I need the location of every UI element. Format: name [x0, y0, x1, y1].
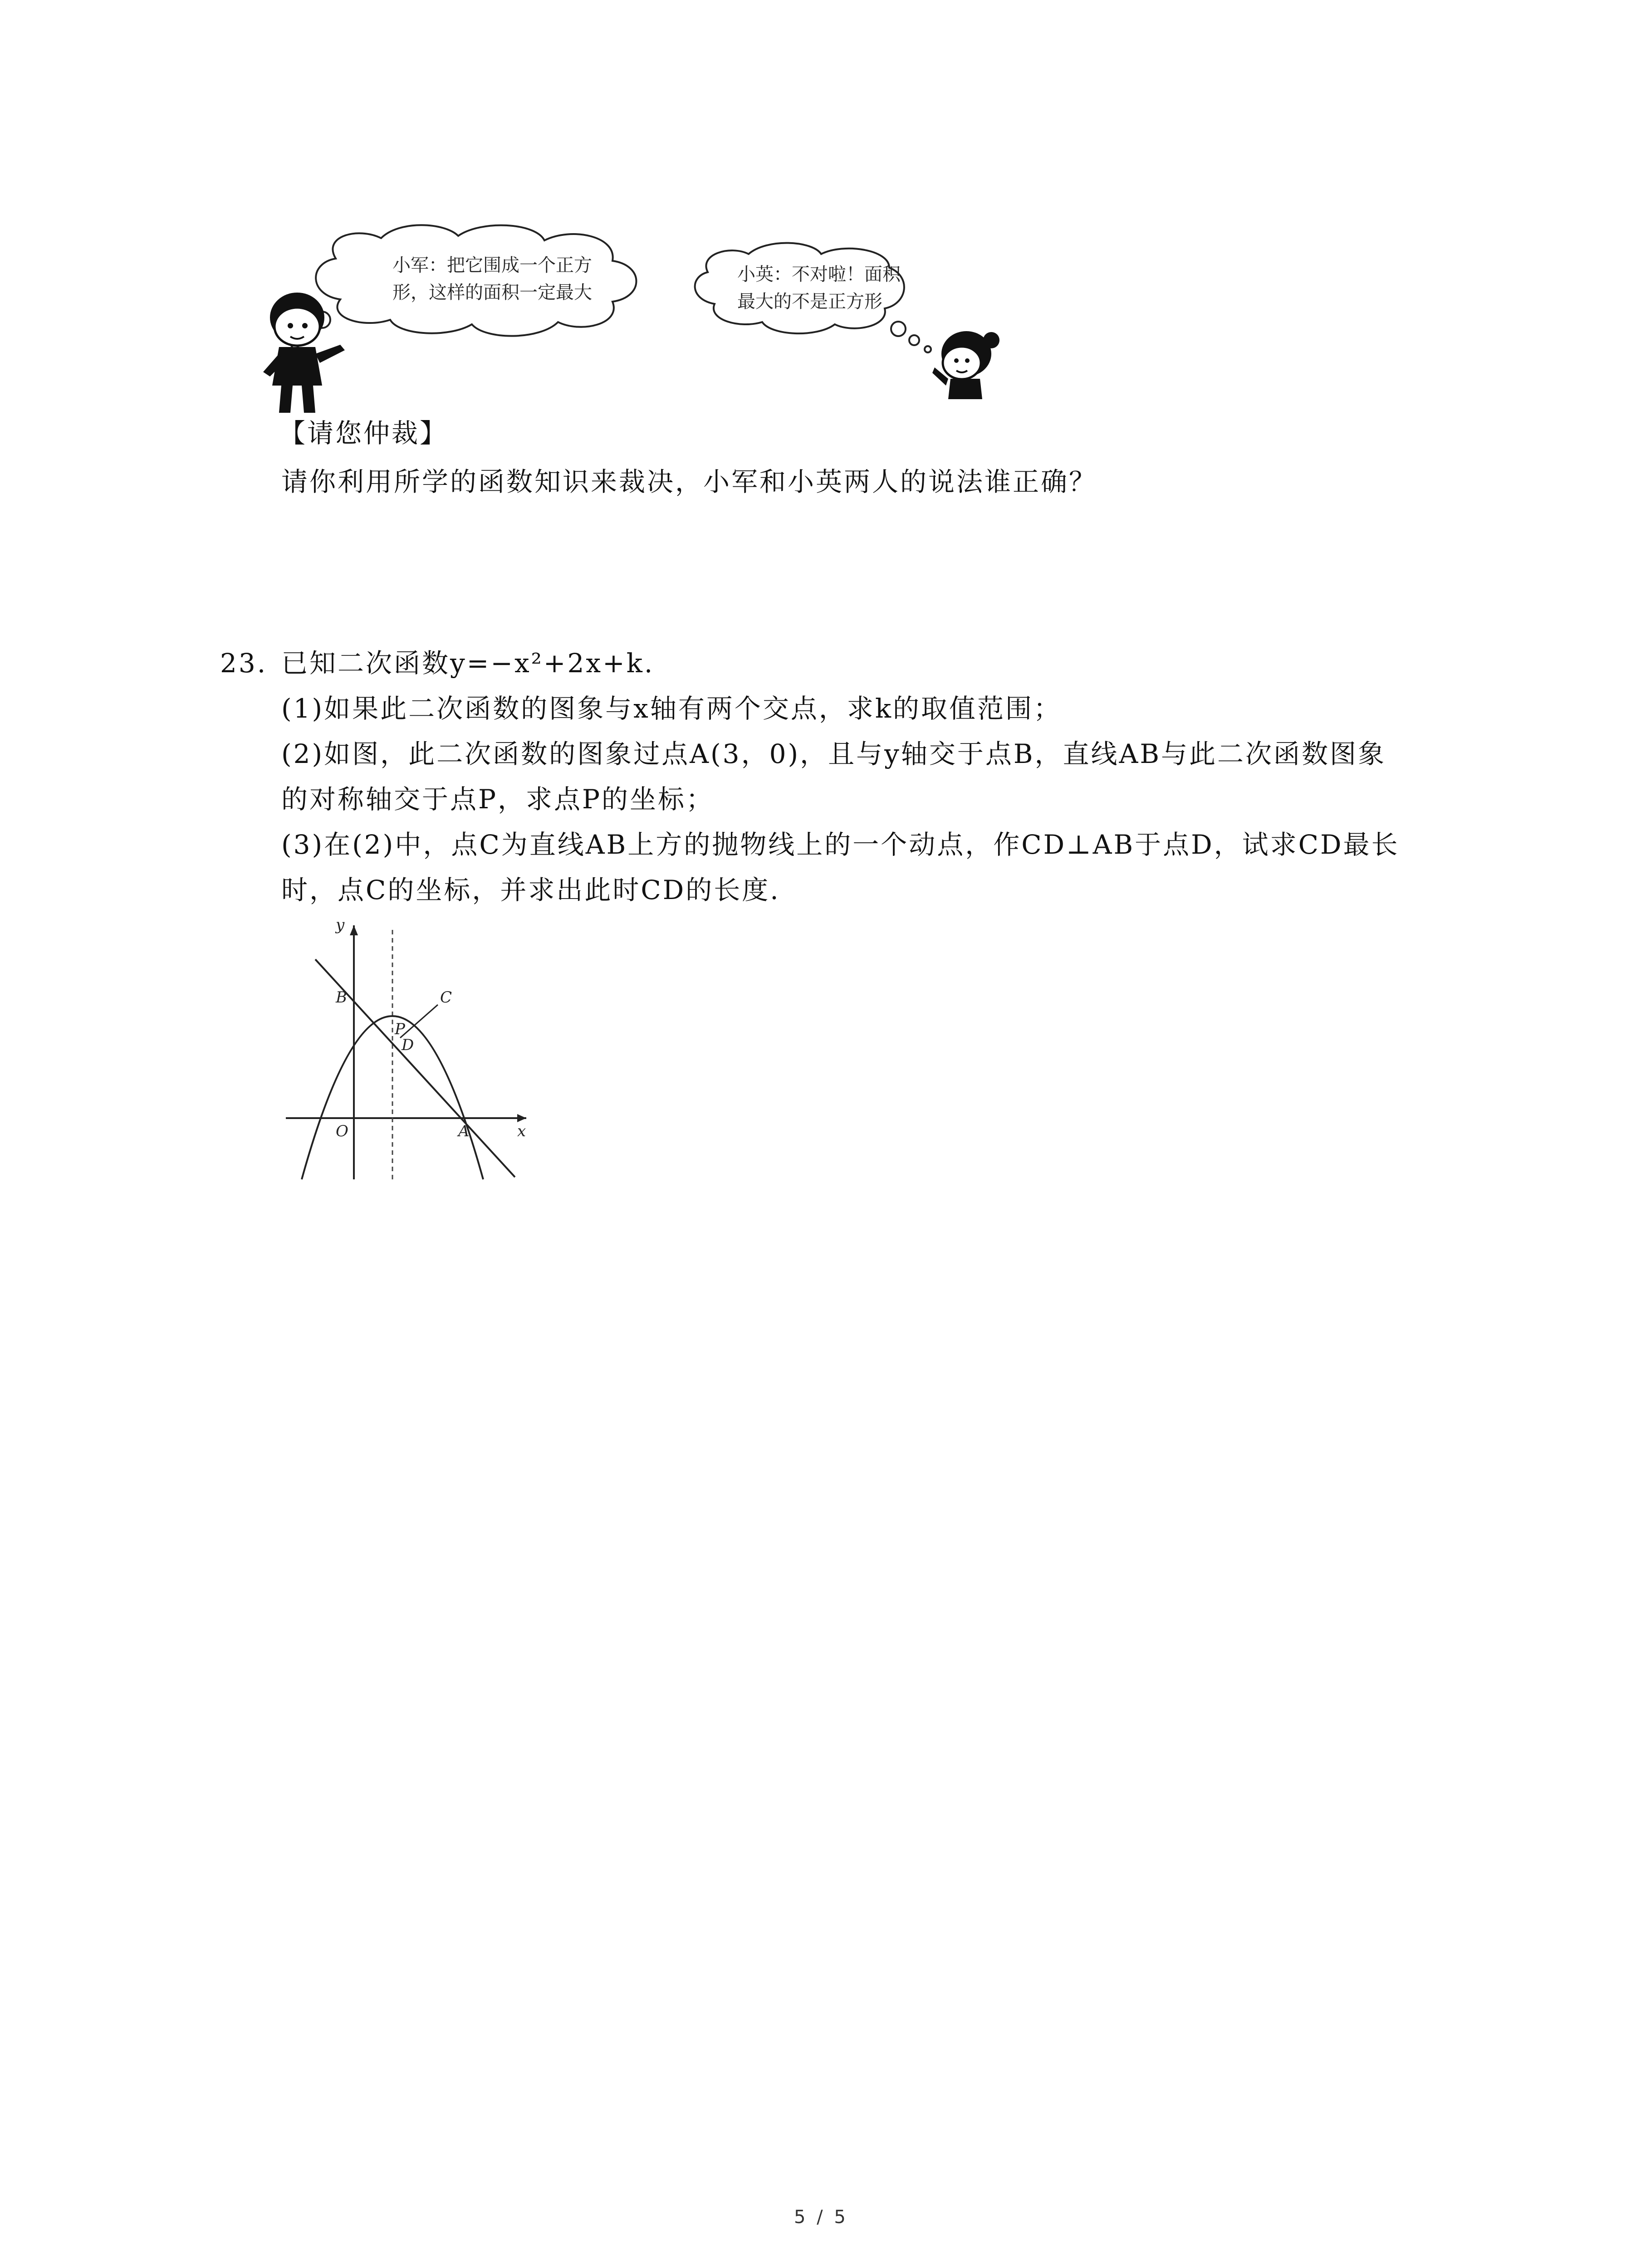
cartoon-illustration: [254, 218, 1107, 417]
arbitration-body: 请你利用所学的函数知识来裁决，小军和小英两人的说法谁正确？: [281, 466, 1097, 497]
boy-figure: [263, 293, 345, 413]
label-y: y: [336, 916, 345, 934]
question-23-part-2-line-2: 的对称轴交于点P，求点P的坐标；: [281, 784, 715, 815]
segment-cd: [400, 1005, 438, 1038]
x-axis-arrow: [517, 1114, 526, 1122]
question-23-part-3-line-1: (3)在(2)中，点C为直线AB上方的抛物线上的一个动点，作CD⊥AB于点D，试求CD最长: [281, 829, 1400, 860]
label-c: C: [440, 988, 452, 1007]
question-23-number: 23.: [220, 648, 268, 679]
question-23-part-1: (1)如果此二次函数的图象与x轴有两个交点，求k的取值范围；: [281, 693, 1062, 724]
girl-speech-text: [737, 261, 901, 315]
question-23-stem: 已知二次函数y=−x²+2x+k.: [281, 648, 655, 679]
boy-speech-text: [392, 252, 592, 306]
label-o: O: [336, 1122, 348, 1140]
question-23-part-2-line-1: (2)如图，此二次函数的图象过点A(3，0)，且与y轴交于点B，直线AB与此二次函数图象: [281, 738, 1386, 769]
page-number: 5 / 5: [794, 2207, 848, 2228]
y-axis-arrow: [350, 925, 358, 935]
label-x: x: [517, 1122, 526, 1140]
parabola-figure: [272, 912, 535, 1184]
label-p: P: [395, 1020, 405, 1038]
girl-speech-line-1: 小英：不对啦！面积: [737, 264, 901, 285]
girl-figure: [932, 331, 999, 399]
label-a: A: [458, 1122, 470, 1140]
arbitration-heading: 【请您仲裁】: [279, 418, 448, 449]
boy-speech-line-2: 形，这样的面积一定最大: [392, 282, 592, 303]
label-b: B: [336, 988, 347, 1007]
girl-speech-line-2: 最大的不是正方形: [737, 291, 882, 312]
boy-speech-line-1: 小军：把它围成一个正方: [392, 255, 592, 276]
label-d: D: [402, 1036, 414, 1054]
question-23-part-3-line-2: 时，点C的坐标，并求出此时CD的长度.: [281, 875, 780, 905]
